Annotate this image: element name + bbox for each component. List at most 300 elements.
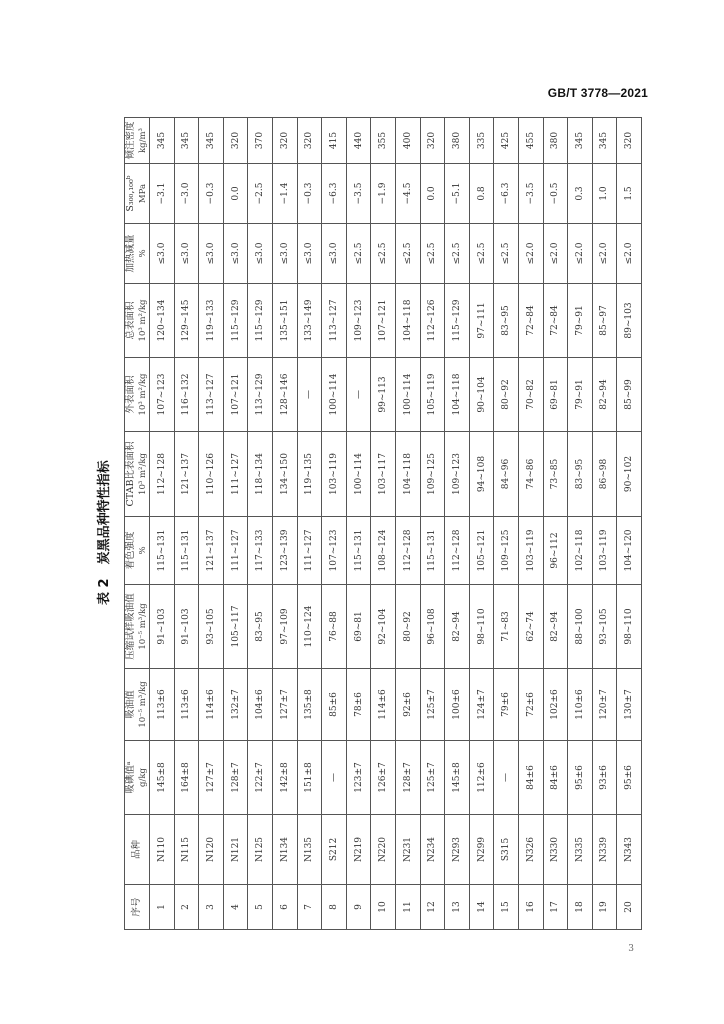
table-cell: ≤2.5 (494, 224, 519, 284)
table-cell: 107~121 (223, 358, 248, 432)
table-cell: S212 (322, 815, 347, 885)
table-cell: 7 (297, 885, 322, 930)
table-cell: — (494, 741, 519, 815)
table-cell: 345 (592, 118, 617, 164)
table-cell: ≤3.0 (248, 224, 273, 284)
table-cell: −3.0 (174, 164, 199, 224)
table-cell: 8 (322, 885, 347, 930)
column-header-title: 加热减量 (125, 234, 136, 273)
table-cell: 135±8 (297, 669, 322, 741)
table-cell: 127±7 (199, 741, 224, 815)
table-cell: 84~96 (494, 432, 519, 517)
table-cell: 97~109 (272, 585, 297, 669)
table-cell: 142±8 (272, 741, 297, 815)
table-cell: 400 (395, 118, 420, 164)
table-cell: 145±8 (445, 741, 470, 815)
table-cell: 320 (297, 118, 322, 164)
table-cell: 76~88 (322, 585, 347, 669)
table-cell: 103~119 (322, 432, 347, 517)
table-row (518, 118, 543, 930)
table-cell: ≤2.0 (592, 224, 617, 284)
table-cell: 117~133 (248, 517, 273, 585)
column-header-unit: % (138, 546, 148, 555)
table-cell: N125 (248, 815, 273, 885)
table-cell: 370 (248, 118, 273, 164)
table-cell: 100~114 (322, 358, 347, 432)
table-cell: 90~104 (469, 358, 494, 432)
table-row (297, 118, 322, 930)
table-cell: 110~126 (199, 432, 224, 517)
table-cell: 104~118 (445, 358, 470, 432)
table-cell: 0.0 (420, 164, 445, 224)
table-cell: 4 (223, 885, 248, 930)
table-cell: 5 (248, 885, 273, 930)
table-cell: 82~94 (592, 358, 617, 432)
table-cell: 0.8 (469, 164, 494, 224)
table-cell: 110±6 (568, 669, 593, 741)
column-header-unit: g/kg (138, 768, 148, 787)
table-cell: 100~114 (395, 358, 420, 432)
column-header (125, 741, 150, 815)
column-header-title: 吸碘值ᵃ (125, 761, 136, 794)
table-cell: 92±6 (395, 669, 420, 741)
table-cell: 320 (420, 118, 445, 164)
column-header-title: CTAB比表面积 (125, 441, 136, 507)
table-cell: 125±7 (420, 741, 445, 815)
column-header-unit: MPa (138, 183, 148, 204)
column-header-unit: 10³ m²/kg (138, 299, 148, 342)
column-header-title: S₃₀₀,₁₀₀ᵇ (125, 175, 136, 212)
table-cell: 92~104 (371, 585, 396, 669)
table-cell: N299 (469, 815, 494, 885)
table-cell: ≤3.0 (297, 224, 322, 284)
table-row (322, 118, 347, 930)
table-cell: 125±7 (420, 669, 445, 741)
table-cell: 135~151 (272, 284, 297, 358)
table-cell: 126±7 (371, 741, 396, 815)
table-cell: — (346, 358, 371, 432)
table-cell: ≤3.0 (223, 224, 248, 284)
standard-number: GB/T 3778—2021 (547, 86, 648, 100)
table-row (568, 118, 593, 930)
table-cell: −0.3 (297, 164, 322, 224)
column-header (125, 669, 150, 741)
table-cell: 19 (592, 885, 617, 930)
table-cell: 72~84 (518, 284, 543, 358)
table-cell: 130±7 (617, 669, 642, 741)
table-cell: 17 (543, 885, 568, 930)
table-cell: 70~82 (518, 358, 543, 432)
table-cell: N121 (223, 815, 248, 885)
carbon-black-property-table (124, 117, 642, 930)
table-row (543, 118, 568, 930)
table-cell: 85~99 (617, 358, 642, 432)
table-cell: 18 (568, 885, 593, 930)
table-cell: 80~92 (395, 585, 420, 669)
table-cell: N335 (568, 815, 593, 885)
table-cell: 3 (199, 885, 224, 930)
table-cell: ≤2.5 (371, 224, 396, 284)
table-row (199, 118, 224, 930)
table-cell: 98~110 (617, 585, 642, 669)
table-cell: 86~98 (592, 432, 617, 517)
table-cell: 88~100 (568, 585, 593, 669)
table-cell: 111~127 (223, 517, 248, 585)
table-cell: 78±6 (346, 669, 371, 741)
table-cell: 1 (150, 885, 175, 930)
table-cell: ≤2.0 (518, 224, 543, 284)
table-cell: 118~134 (248, 432, 273, 517)
table-cell: 79±6 (494, 669, 519, 741)
column-header-unit: 10⁻⁵ m³/kg (138, 681, 148, 728)
table-row (174, 118, 199, 930)
table-cell: 128±7 (395, 741, 420, 815)
column-header-unit: 10³ m²/kg (138, 453, 148, 495)
table-cell: N135 (297, 815, 322, 885)
table-cell: 97~111 (469, 284, 494, 358)
table-cell: 128±7 (223, 741, 248, 815)
table-cell: 72±6 (518, 669, 543, 741)
table-cell: −4.5 (395, 164, 420, 224)
table-cell: 440 (346, 118, 371, 164)
table-cell: 104~120 (617, 517, 642, 585)
table-row (617, 118, 642, 930)
table-cell: 82~94 (445, 585, 470, 669)
table-cell: 9 (346, 885, 371, 930)
table-cell: N343 (617, 815, 642, 885)
column-header (125, 432, 150, 517)
table-cell: N330 (543, 815, 568, 885)
table-cell: 96~108 (420, 585, 445, 669)
table-cell: ≤2.5 (469, 224, 494, 284)
table-cell: 74~86 (518, 432, 543, 517)
table-cell: 91~103 (174, 585, 199, 669)
table-cell: 100±6 (445, 669, 470, 741)
table-cell: −6.3 (494, 164, 519, 224)
table-cell: 11 (395, 885, 420, 930)
table-cell: 103~117 (371, 432, 396, 517)
table-cell: 94~108 (469, 432, 494, 517)
table-cell: 20 (617, 885, 642, 930)
table-row (248, 118, 273, 930)
table-cell: 102~118 (568, 517, 593, 585)
table-cell: N231 (395, 815, 420, 885)
table-cell: 145±8 (150, 741, 175, 815)
column-header-title: 压缩试样吸油值 (125, 593, 136, 660)
table-cell: 112~126 (420, 284, 445, 358)
table-cell: ≤2.5 (445, 224, 470, 284)
table-cell: 112~128 (395, 517, 420, 585)
table-cell: −0.5 (543, 164, 568, 224)
table-cell: 95±6 (568, 741, 593, 815)
table-cell: ≤2.5 (420, 224, 445, 284)
table-cell: 345 (150, 118, 175, 164)
table-cell: 0.0 (223, 164, 248, 224)
table-cell: 0.3 (568, 164, 593, 224)
table-cell: 109~125 (420, 432, 445, 517)
table-cell: −3.1 (150, 164, 175, 224)
column-header (125, 885, 150, 930)
column-header (125, 517, 150, 585)
table-row (223, 118, 248, 930)
column-header-title: 着色强度 (125, 531, 136, 570)
table-cell: 127±7 (272, 669, 297, 741)
table-cell: 1.0 (592, 164, 617, 224)
table-cell: 72~84 (543, 284, 568, 358)
table-cell: 12 (420, 885, 445, 930)
table-cell: ≤3.0 (150, 224, 175, 284)
table-cell: 93~105 (199, 585, 224, 669)
table-cell: 98~110 (469, 585, 494, 669)
table-cell: ≤2.0 (568, 224, 593, 284)
table-cell: 345 (199, 118, 224, 164)
column-header (125, 358, 150, 432)
table-cell: N326 (518, 815, 543, 885)
table-cell: 113~127 (322, 284, 347, 358)
table-cell: 111~127 (297, 517, 322, 585)
table-cell: 123±7 (346, 741, 371, 815)
table-cell: 14 (469, 885, 494, 930)
table-cell: 89~103 (617, 284, 642, 358)
table-cell: 123~139 (272, 517, 297, 585)
column-header (125, 284, 150, 358)
table-cell: 109~123 (445, 432, 470, 517)
column-header (125, 224, 150, 284)
table-cell: 104±6 (248, 669, 273, 741)
table-cell: −0.3 (199, 164, 224, 224)
table-cell: 69~81 (543, 358, 568, 432)
table-cell: 6 (272, 885, 297, 930)
table-cell: 109~123 (346, 284, 371, 358)
column-header (125, 118, 150, 164)
table-cell: 105~119 (420, 358, 445, 432)
column-header-unit: % (138, 249, 148, 258)
table-cell: 335 (469, 118, 494, 164)
table-cell: 84±6 (518, 741, 543, 815)
table-cell: 112~128 (445, 517, 470, 585)
table-cell: −2.5 (248, 164, 273, 224)
table-cell: 83~95 (494, 284, 519, 358)
table-cell: 133~149 (297, 284, 322, 358)
table-cell: 99~113 (371, 358, 396, 432)
table-cell: 455 (518, 118, 543, 164)
table-cell: ≤2.5 (395, 224, 420, 284)
table-cell: 104~118 (395, 284, 420, 358)
table-cell: 120~134 (150, 284, 175, 358)
table-cell: ≤3.0 (272, 224, 297, 284)
table-cell: 2 (174, 885, 199, 930)
table-cell: 84±6 (543, 741, 568, 815)
table-cell: N293 (445, 815, 470, 885)
table-cell: 151±8 (297, 741, 322, 815)
table-row (371, 118, 396, 930)
table-cell: 107~123 (150, 358, 175, 432)
table-cell: ≤2.0 (543, 224, 568, 284)
column-header-unit: 10⁻⁵ m³/kg (138, 603, 148, 650)
table-body (150, 118, 642, 930)
table-cell: 355 (371, 118, 396, 164)
table-cell: 124±7 (469, 669, 494, 741)
table-cell: 122±7 (248, 741, 273, 815)
table-row (150, 118, 175, 930)
table-cell: 91~103 (150, 585, 175, 669)
table-header-row (125, 118, 150, 930)
table-cell: S315 (494, 815, 519, 885)
table-cell: ≤2.5 (346, 224, 371, 284)
table-cell: 69~81 (346, 585, 371, 669)
table-cell: 110~124 (297, 585, 322, 669)
page-number: 3 (628, 944, 634, 954)
table-cell: 103~119 (592, 517, 617, 585)
table-cell: 95±6 (617, 741, 642, 815)
table-cell: 83~95 (568, 432, 593, 517)
table-cell: 100~114 (346, 432, 371, 517)
table-cell: 115~129 (445, 284, 470, 358)
table-cell: 115~131 (420, 517, 445, 585)
table-cell: 114±6 (199, 669, 224, 741)
table-cell: ≤3.0 (322, 224, 347, 284)
table-cell: 116~132 (174, 358, 199, 432)
column-header-title: 序号 (131, 897, 142, 917)
table-cell: 320 (617, 118, 642, 164)
table-cell: 115~131 (174, 517, 199, 585)
table-cell: 85±6 (322, 669, 347, 741)
table-cell: 62~74 (518, 585, 543, 669)
column-header-unit: kg/m³ (138, 128, 148, 153)
table-cell: 113±6 (174, 669, 199, 741)
column-header-title: 吸油值 (125, 690, 136, 719)
table-caption-title: 炭黑品种特性指标 (97, 460, 112, 565)
table-row (395, 118, 420, 930)
table-row (592, 118, 617, 930)
table-cell: N219 (346, 815, 371, 885)
table-cell: −1.4 (272, 164, 297, 224)
table-cell: 119~135 (297, 432, 322, 517)
table-cell: 121~137 (174, 432, 199, 517)
table-cell: N110 (150, 815, 175, 885)
table-cell: 114±6 (371, 669, 396, 741)
table-cell: N234 (420, 815, 445, 885)
table-caption-number: 表 2 (97, 578, 112, 605)
table-cell: −5.1 (445, 164, 470, 224)
table-cell: 425 (494, 118, 519, 164)
table-cell: 104~118 (395, 432, 420, 517)
column-header-title: 品种 (131, 840, 142, 860)
column-header-title: 总表面积 (125, 301, 136, 340)
table-cell: 96~112 (543, 517, 568, 585)
table-cell: 1.5 (617, 164, 642, 224)
table-cell: 80~92 (494, 358, 519, 432)
column-header-unit: 10³ m²/kg (138, 373, 148, 416)
table-cell: N120 (199, 815, 224, 885)
column-header (125, 164, 150, 224)
table-cell: 115~129 (248, 284, 273, 358)
table-row (420, 118, 445, 930)
table-cell: 109~125 (494, 517, 519, 585)
table-cell: 121~137 (199, 517, 224, 585)
table-cell: 164±8 (174, 741, 199, 815)
table-cell: 15 (494, 885, 519, 930)
table-cell: 112±6 (469, 741, 494, 815)
table-cell: 128~146 (272, 358, 297, 432)
table-cell: −3.5 (518, 164, 543, 224)
table-cell: N134 (272, 815, 297, 885)
table-row (346, 118, 371, 930)
table-cell: 119~133 (199, 284, 224, 358)
table-cell: 112~128 (150, 432, 175, 517)
table-cell: — (322, 741, 347, 815)
table-cell: 93~105 (592, 585, 617, 669)
table-cell: 113±6 (150, 669, 175, 741)
table-cell: 105~117 (223, 585, 248, 669)
table-cell: 108~124 (371, 517, 396, 585)
table-cell: 103~119 (518, 517, 543, 585)
table-cell: 115~131 (150, 517, 175, 585)
table-cell: 132±7 (223, 669, 248, 741)
table-row (469, 118, 494, 930)
table-cell: 107~121 (371, 284, 396, 358)
table-cell: 111~127 (223, 432, 248, 517)
table-cell: ≤2.0 (617, 224, 642, 284)
table-row (272, 118, 297, 930)
table-cell: 113~127 (199, 358, 224, 432)
table-cell: 105~121 (469, 517, 494, 585)
table-row (494, 118, 519, 930)
table-cell: N339 (592, 815, 617, 885)
table-cell: 73~85 (543, 432, 568, 517)
table-cell: 380 (445, 118, 470, 164)
table-cell: 102±6 (543, 669, 568, 741)
table-cell: 82~94 (543, 585, 568, 669)
table-cell: 129~145 (174, 284, 199, 358)
column-header (125, 815, 150, 885)
table-cell: 71~83 (494, 585, 519, 669)
table-cell: 13 (445, 885, 470, 930)
table-cell: −3.5 (346, 164, 371, 224)
table-cell: N115 (174, 815, 199, 885)
table-cell: 345 (568, 118, 593, 164)
table-cell: 83~95 (248, 585, 273, 669)
table-cell: 16 (518, 885, 543, 930)
table-caption (93, 446, 112, 605)
table-cell: 107~123 (322, 517, 347, 585)
table-cell: ≤3.0 (199, 224, 224, 284)
table-cell: 115~129 (223, 284, 248, 358)
table-cell: — (297, 358, 322, 432)
table-row (445, 118, 470, 930)
table-cell: 85~97 (592, 284, 617, 358)
table-cell: −1.9 (371, 164, 396, 224)
table-cell: 320 (223, 118, 248, 164)
table-cell: 320 (272, 118, 297, 164)
table-cell: 90~102 (617, 432, 642, 517)
table-cell: N220 (371, 815, 396, 885)
column-header-title: 外表面积 (125, 375, 136, 414)
table-cell: 415 (322, 118, 347, 164)
table-cell: 345 (174, 118, 199, 164)
table-cell: −6.3 (322, 164, 347, 224)
table-cell: 79~91 (568, 284, 593, 358)
table-cell: 113~129 (248, 358, 273, 432)
column-header-title: 倾注密度 (125, 121, 136, 160)
table-cell: 10 (371, 885, 396, 930)
table-cell: ≤3.0 (174, 224, 199, 284)
column-header (125, 585, 150, 669)
table-cell: 79~91 (568, 358, 593, 432)
table-cell: 115~131 (346, 517, 371, 585)
table-cell: 134~150 (272, 432, 297, 517)
table-cell: 120±7 (592, 669, 617, 741)
